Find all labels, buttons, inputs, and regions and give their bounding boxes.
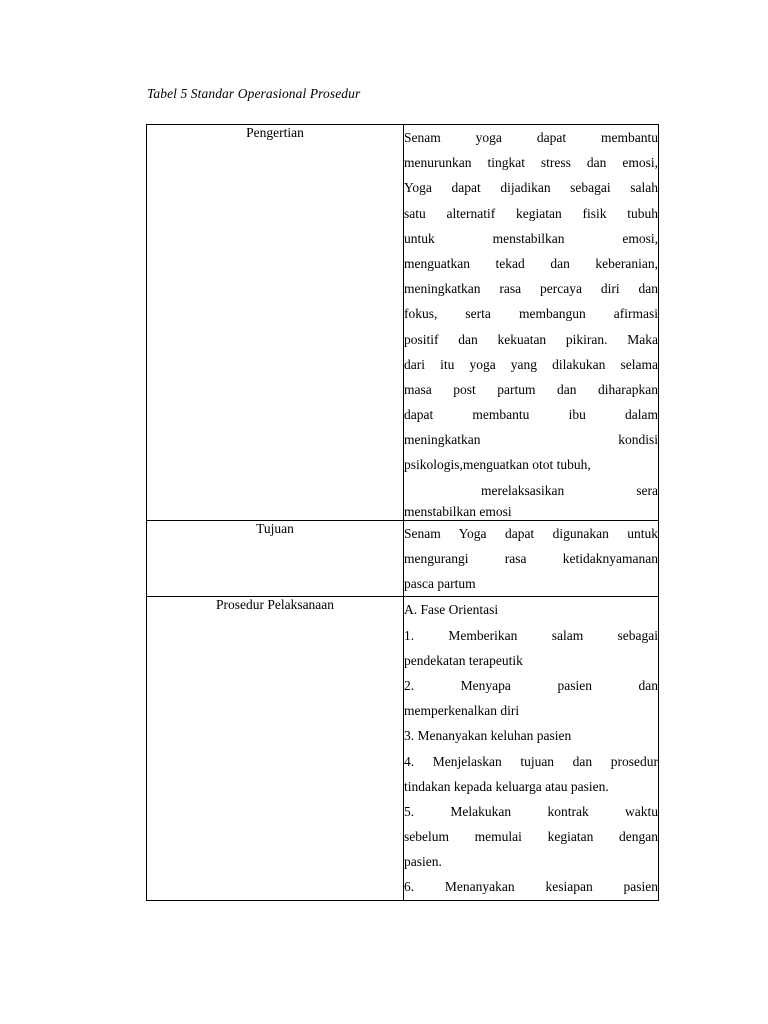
text-line: mengurangi rasa ketidaknyamanan — [404, 551, 658, 566]
row-label-pengertian: Pengertian — [147, 125, 404, 521]
table-caption: Tabel 5 Standar Operasional Prosedur — [147, 86, 361, 101]
text-line: positif dan kekuatan pikiran. Maka — [404, 331, 658, 347]
text-line: satu alternatif kegiatan fisik tubuh — [404, 205, 658, 221]
sop-table — [146, 124, 659, 901]
table-row-tujuan — [147, 520, 659, 597]
text-line: tindakan kepada keluarga atau pasien. — [404, 778, 609, 794]
text-line: dari itu yoga yang dilakukan selama — [404, 356, 658, 372]
text-line: 2. Menyapa pasien dan — [404, 677, 658, 693]
table-row-pengertian — [147, 125, 659, 521]
text-line: 4. Menjelaskan tujuan dan prosedur — [404, 753, 658, 769]
text-line: 5. Melakukan kontrak waktu — [404, 803, 658, 819]
text-line: merelaksasikan sera — [481, 482, 658, 498]
row-content-tujuan — [404, 520, 659, 597]
text-line: untuk menstabilkan emosi, — [404, 230, 658, 246]
text-line: pasien. — [404, 854, 442, 870]
text-line: menguatkan tekad dan keberanian, — [404, 255, 658, 271]
text-line: memperkenalkan diri — [404, 703, 520, 719]
text-line: psikologis,menguatkan otot tubuh, — [404, 457, 591, 473]
text-line: Senam Yoga dapat digunakan untuk — [404, 525, 658, 541]
text-line: menurunkan tingkat stress dan emosi, — [404, 155, 658, 171]
text-line: A. Fase Orientasi — [404, 602, 499, 618]
text-line: meningkatkan rasa percaya diri dan — [404, 281, 658, 297]
text-line: 1. Memberikan salam sebagai — [404, 627, 658, 643]
table-row-prosedur — [147, 597, 659, 900]
text-line: masa post partum dan diharapkan — [404, 381, 658, 397]
text-line: menstabilkan emosi — [404, 503, 512, 519]
text-line: Yoga dapat dijadikan sebagai salah — [404, 180, 658, 196]
text-line: meningkatkan kondisi — [404, 432, 658, 448]
text-line: Senam yoga dapat membantu — [404, 130, 658, 145]
row-content-pengertian — [404, 125, 659, 521]
row-label-prosedur: Prosedur Pelaksanaan — [147, 597, 404, 900]
text-line: dapat membantu ibu dalam — [404, 407, 658, 423]
text-line: fokus, serta membangun afirmasi — [404, 306, 658, 322]
row-label-tujuan: Tujuan — [147, 520, 404, 597]
text-line: pasca partum — [404, 576, 476, 592]
text-line: 6. Menanyakan kesiapan pasien — [404, 879, 658, 895]
text-line: sebelum memulai kegiatan dengan — [404, 829, 658, 845]
text-line: 3. Menanyakan keluhan pasien — [404, 728, 572, 744]
text-line: pendekatan terapeutik — [404, 652, 523, 668]
row-content-prosedur — [404, 597, 659, 900]
